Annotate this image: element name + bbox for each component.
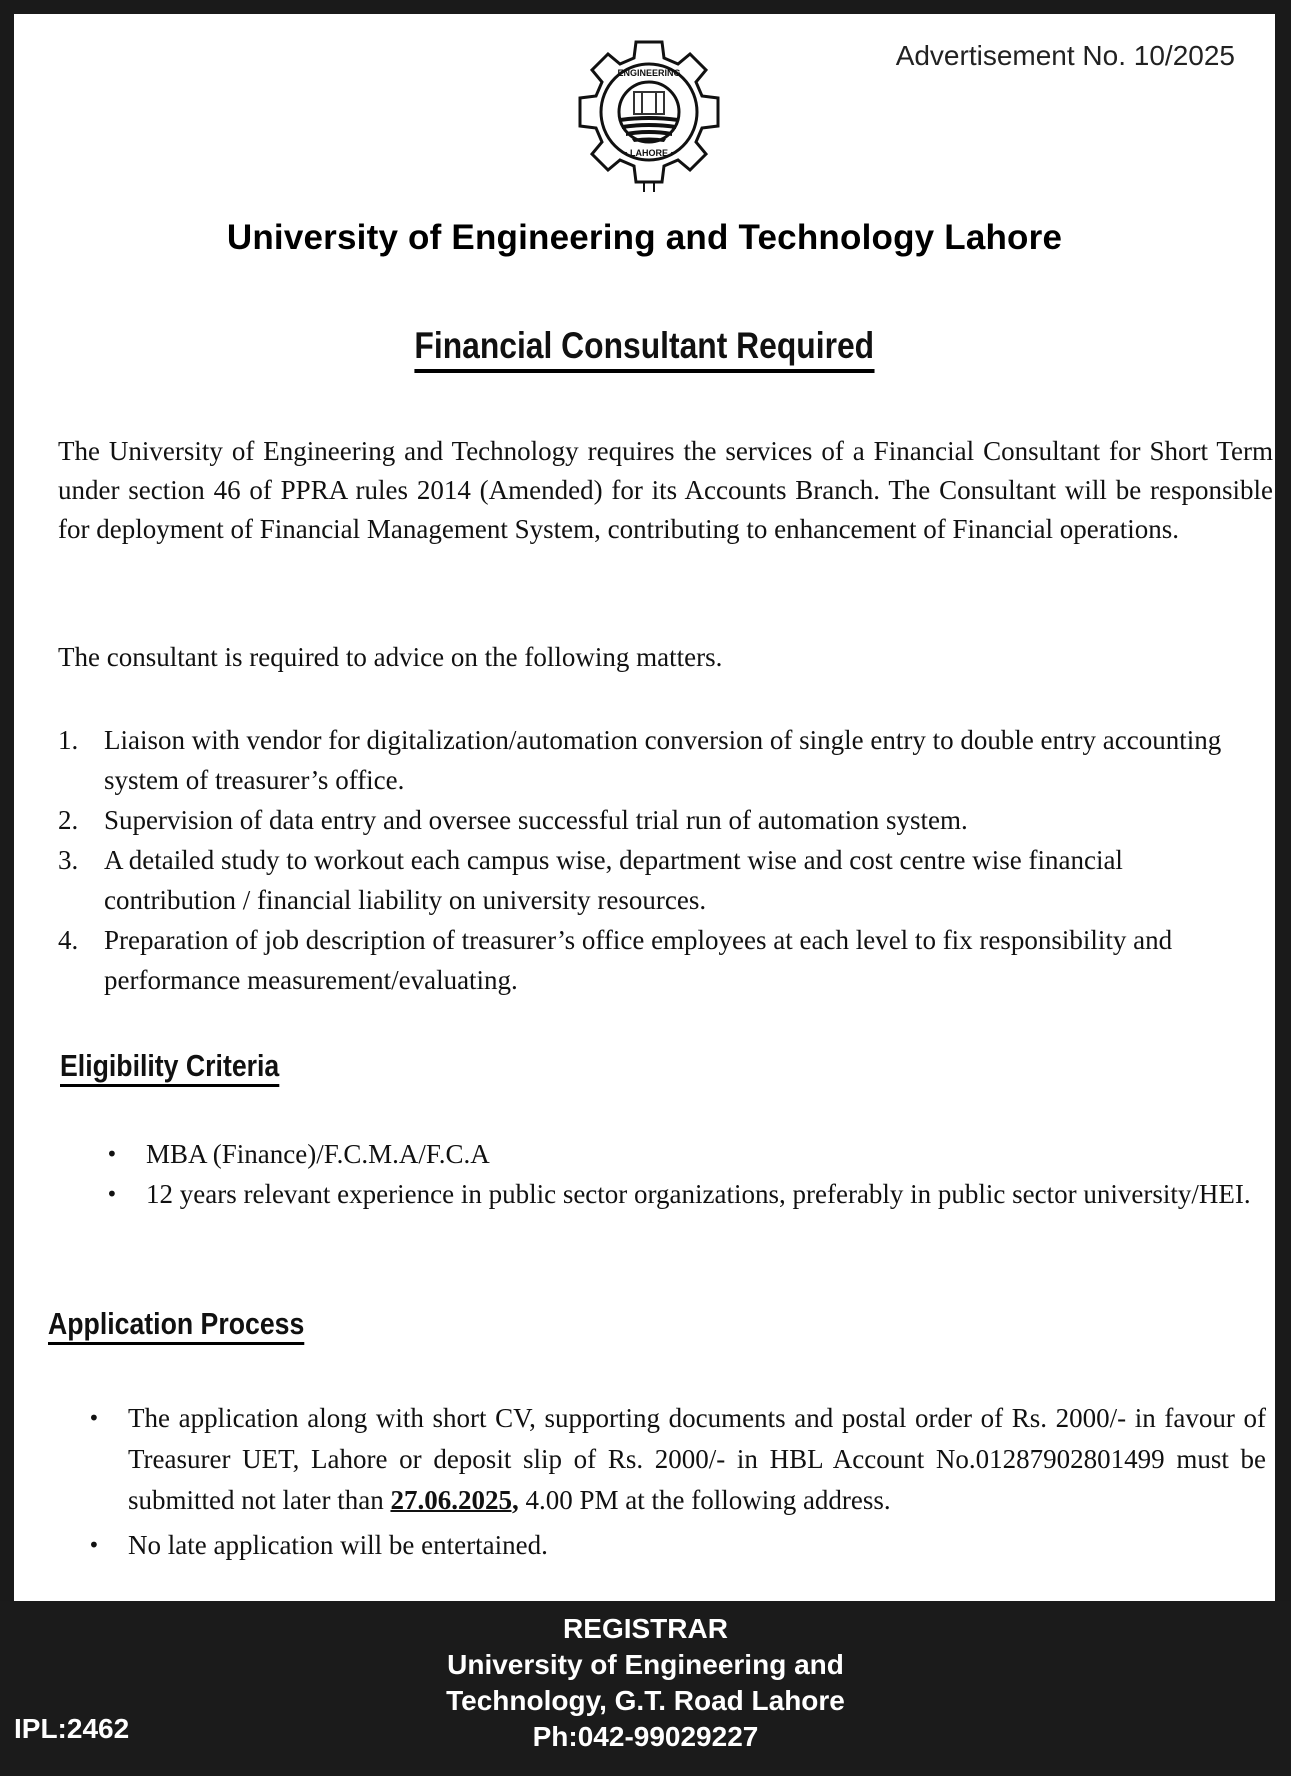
- eligibility-list: [106, 1134, 1268, 1214]
- item-number: 2.: [58, 805, 79, 835]
- bullet-icon: •: [106, 1182, 118, 1206]
- item-text: 12 years relevant experience in public sector organizations, preferably in public sector university/HEI.: [146, 1179, 1251, 1209]
- registrar-address: [0, 1611, 1291, 1755]
- item-text: 4.00 PM at the following address.: [518, 1485, 891, 1515]
- bullet-icon: •: [88, 1533, 100, 1557]
- item-text: Liaison with vendor for digitalization/automation conversion of single entry to double entry accounting system of treasurer’s office.: [104, 725, 1222, 795]
- matters-lead: The consultant is required to advice on the following matters.: [58, 642, 723, 672]
- job-title-text: Financial Consultant Required: [415, 324, 875, 373]
- eligibility-heading: Eligibility Criteria: [60, 1048, 279, 1087]
- phone-number: Ph:042-99029227: [532, 1721, 759, 1752]
- item-number: 3.: [58, 845, 79, 875]
- list-item: [58, 720, 1258, 800]
- application-heading: Application Process: [48, 1306, 304, 1345]
- address-line: Technology, G.T. Road Lahore: [446, 1685, 845, 1716]
- svg-text:ENGINEERING: ENGINEERING: [617, 68, 681, 78]
- list-item: [58, 800, 1258, 840]
- list-item: [88, 1525, 1266, 1566]
- bullet-icon: •: [88, 1406, 100, 1430]
- job-title: [14, 324, 1275, 373]
- deadline-date: 27.06.2025,: [390, 1485, 519, 1515]
- list-item: [88, 1398, 1266, 1521]
- item-text: Preparation of job description of treasurer’s office employees at each level to fix responsibility and performance measurement/evaluating.: [104, 925, 1173, 995]
- address-line: University of Engineering and: [447, 1649, 844, 1680]
- advertisement-number: Advertisement No. 10/2025: [895, 40, 1235, 71]
- university-logo-icon: [574, 36, 724, 194]
- list-item: [58, 920, 1258, 1000]
- item-text: Supervision of data entry and oversee successful trial run of automation system.: [104, 805, 968, 835]
- item-number: 4.: [58, 925, 79, 955]
- list-item: [58, 840, 1258, 920]
- list-item: [106, 1174, 1268, 1214]
- intro-paragraph: The University of Engineering and Technology requires the services of a Financial Consultant for Short Term under section 46 of PPRA rules 2014 (Amended) for its Accounts Branch. The Consultant will be responsible for deployment of Financial Management System, contributing to enhancement of Financial operations.: [58, 436, 1273, 544]
- footer-contact: [0, 1601, 1291, 1776]
- list-item: [106, 1134, 1268, 1174]
- bullet-icon: •: [106, 1142, 118, 1166]
- ipl-code: IPL:2462: [14, 1713, 130, 1744]
- matters-list: [58, 720, 1258, 1000]
- item-text: A detailed study to workout each campus wise, department wise and cost centre wise financial contribution / financial liability on university resources.: [104, 845, 1123, 915]
- application-list: [88, 1398, 1266, 1570]
- item-text: The application along with short CV, supporting documents and postal order of Rs. 2000/- in favour of Treasurer UET, Lahore or deposit slip of Rs. 2000/- in HBL Account No.01287902801499 must be submitted not later than: [128, 1403, 1266, 1515]
- item-number: 1.: [58, 725, 79, 755]
- item-text: MBA (Finance)/F.C.M.A/F.C.A: [146, 1139, 490, 1169]
- advertisement-page: [14, 14, 1275, 1601]
- university-name: University of Engineering and Technology Lahore: [226, 218, 1063, 257]
- svg-text:• LAHORE •: • LAHORE •: [624, 148, 674, 158]
- item-text: No late application will be entertained.: [128, 1530, 548, 1560]
- registrar-title: REGISTRAR: [563, 1613, 728, 1644]
